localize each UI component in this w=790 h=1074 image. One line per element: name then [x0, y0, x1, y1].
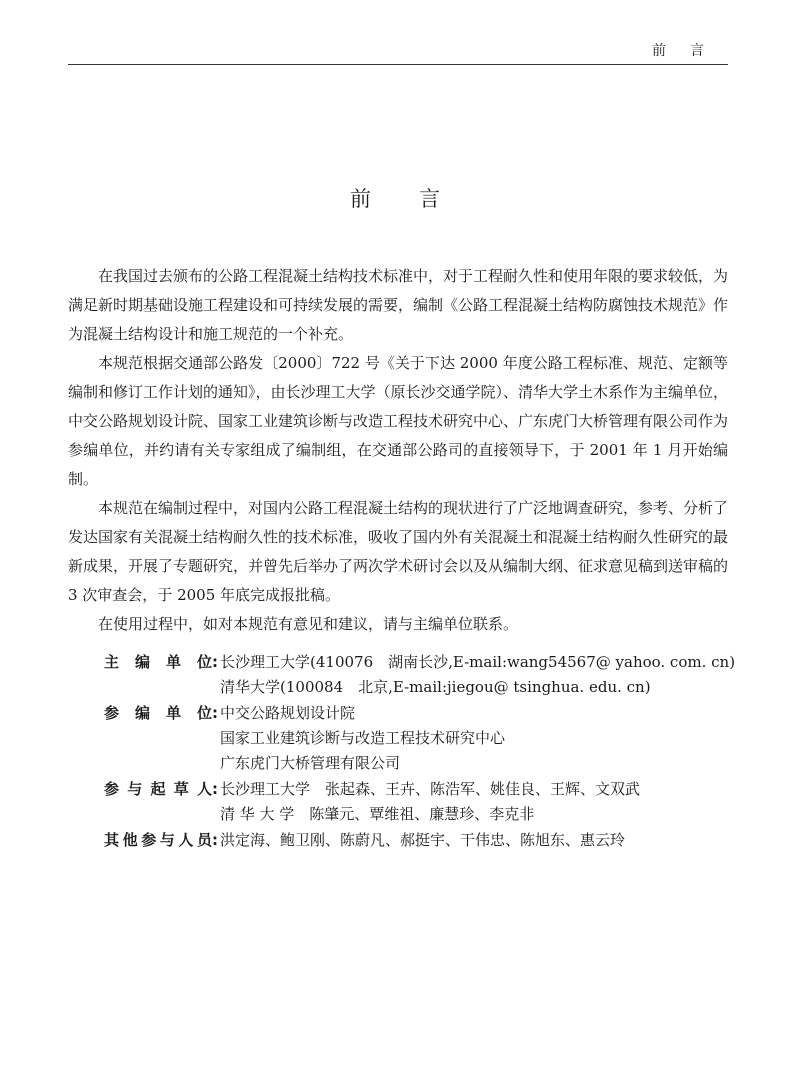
credit-participating-units — [104, 701, 734, 776]
credit-line: 国家工业建筑诊断与改造工程技术研究中心 — [220, 729, 506, 747]
credit-line: 洪定海、鲍卫刚、陈蔚凡、郝挺宇、干伟忠、陈旭东、惠云玲 — [220, 831, 626, 849]
credit-drafters — [104, 777, 734, 827]
credit-line: 清 华 大 学 陈肇元、覃维祖、廉慧珍、李克非 — [220, 805, 535, 823]
credit-label: 其他参与人员 — [104, 831, 212, 849]
page-title: 前言 — [350, 187, 488, 211]
credit-label: 参编单位 — [104, 704, 212, 722]
header-rule — [68, 64, 728, 65]
paragraph: 本规范根据交通部公路发〔2000〕722 号《关于下达 2000 年度公路工程标准、规范、定额等编制和修订工作计划的通知》，由长沙理工大学（原长沙交通学院）、清华大学土木系作为主编单位，中交公路规划设计院、国家工业建筑诊断与改造工程技术研究中心、广东虎门大桥管理有限公司作为参编单位，并约请有关专家组成了编制组，在交通部公路司的直接领导下，于 2001 年 1 月开始编制。 — [68, 354, 729, 488]
credit-line: 清华大学(100084 北京,E-mail:jiegou@ tsinghua. edu. cn) — [220, 678, 651, 696]
credit-lines — [220, 828, 734, 853]
credit-colon: : — [212, 653, 218, 671]
credit-lines — [220, 777, 734, 827]
credit-other-participants — [104, 828, 734, 853]
credit-lines — [220, 650, 735, 700]
body-text — [68, 262, 728, 639]
credit-label: 参与起草人 — [104, 780, 212, 798]
paragraph: 本规范在编制过程中，对国内公路工程混凝土结构的现状进行了广泛地调查研究，参考、分析了发达国家有关混凝土结构耐久性的技术标准，吸收了国内外有关混凝土和混凝土结构耐久性研究的最新成果，开展了专题研究，并曾先后举办了两次学术研讨会以及从编制大纲、征求意见稿到送审稿的 3 次审查会，于 2005 年底完成报批稿。 — [68, 499, 729, 604]
credit-label: 主编单位 — [104, 653, 212, 671]
credit-lines — [220, 701, 734, 776]
credit-chief-editors — [104, 650, 734, 700]
credit-line: 中交公路规划设计院 — [220, 704, 356, 722]
credits-block — [104, 650, 734, 854]
running-header: 前言 — [652, 43, 728, 59]
credit-colon: : — [212, 704, 218, 722]
credit-line: 长沙理工大学 张起森、王卉、陈浩军、姚佳良、王辉、文双武 — [220, 780, 641, 798]
paragraph: 在使用过程中，如对本规范有意见和建议，请与主编单位联系。 — [98, 615, 519, 633]
credit-line: 广东虎门大桥管理有限公司 — [220, 754, 401, 772]
paragraph: 在我国过去颁布的公路工程混凝土结构技术标准中，对于工程耐久性和使用年限的要求较低，为满足新时期基础设施工程建设和可持续发展的需要，编制《公路工程混凝土结构防腐蚀技术规范》作为混凝土结构设计和施工规范的一个补充。 — [68, 267, 729, 343]
credit-line: 长沙理工大学(410076 湖南长沙,E-mail:wang54567@ yahoo. com. cn) — [220, 653, 736, 671]
credit-colon: : — [212, 780, 218, 798]
credit-colon: : — [212, 831, 218, 849]
